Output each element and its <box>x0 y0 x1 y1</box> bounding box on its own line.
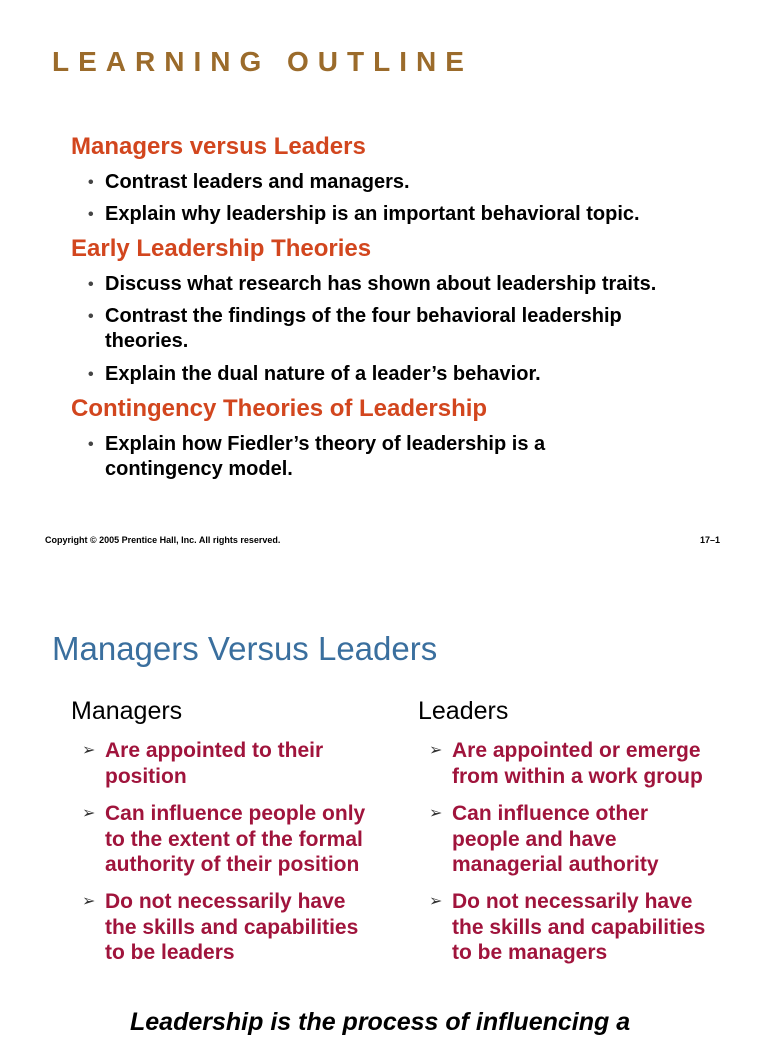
copyright-footer: Copyright © 2005 Prentice Hall, Inc. All rights reserved. <box>45 535 281 545</box>
arrow-bullet-icon: ➢ <box>429 893 443 910</box>
section-heading-contingency-theories: Contingency Theories of Leadership <box>71 395 488 422</box>
bullet-icon: • <box>88 308 94 325</box>
arrow-bullet-icon: ➢ <box>429 805 443 822</box>
managers-item <box>82 738 382 789</box>
leaders-item <box>429 738 729 789</box>
leaders-item <box>429 801 729 878</box>
bullet-text: Explain how Fiedler’s theory of leadership is a contingency model. <box>105 433 546 480</box>
arrow-bullet-icon: ➢ <box>82 805 96 822</box>
column-heading-managers: Managers <box>71 697 183 725</box>
bullet-item <box>88 272 728 297</box>
item-text: Are appointed or emerge from within a work group <box>452 739 703 788</box>
item-text: Do not necessarily have the skills and capabilities to be managers <box>452 890 706 964</box>
item-text: Can influence other people and have managerial authority <box>452 802 659 876</box>
arrow-bullet-icon: ➢ <box>82 893 96 910</box>
bullet-icon: • <box>88 276 94 293</box>
bullet-text: Contrast leaders and managers. <box>105 171 410 193</box>
section-heading-early-theories: Early Leadership Theories <box>71 235 372 262</box>
column-heading-leaders: Leaders <box>418 697 509 725</box>
arrow-bullet-icon: ➢ <box>82 742 96 759</box>
leaders-item <box>429 889 729 966</box>
bullet-icon: • <box>88 366 94 383</box>
bullet-icon: • <box>88 436 94 453</box>
closing-statement: Leadership is the process of influencing a <box>130 1008 631 1036</box>
bullet-text: Explain the dual nature of a leader’s behavior. <box>105 363 541 385</box>
bullet-item <box>88 432 728 482</box>
item-text: Are appointed to their position <box>105 739 324 788</box>
managers-item <box>82 801 382 878</box>
bullet-text: Discuss what research has shown about leadership traits. <box>105 273 657 295</box>
section-heading-managers-vs-leaders: Managers versus Leaders <box>71 133 366 160</box>
bullet-item <box>88 304 728 354</box>
slide-title: Managers Versus Leaders <box>52 630 438 667</box>
bullet-text: Contrast the findings of the four behavioral leadership theories. <box>105 305 622 352</box>
arrow-bullet-icon: ➢ <box>429 742 443 759</box>
bullet-item <box>88 202 728 227</box>
bullet-text: Explain why leadership is an important behavioral topic. <box>105 203 640 225</box>
managers-item <box>82 889 382 966</box>
item-text: Do not necessarily have the skills and capabilities to be leaders <box>105 890 359 964</box>
bullet-item <box>88 362 728 387</box>
bullet-icon: • <box>88 174 94 191</box>
bullet-item <box>88 170 728 195</box>
outline-title: LEARNING OUTLINE <box>52 46 473 77</box>
page-number: 17–1 <box>700 535 721 545</box>
bullet-icon: • <box>88 206 94 223</box>
item-text: Can influence people only to the extent of the formal authority of their position <box>105 802 366 876</box>
